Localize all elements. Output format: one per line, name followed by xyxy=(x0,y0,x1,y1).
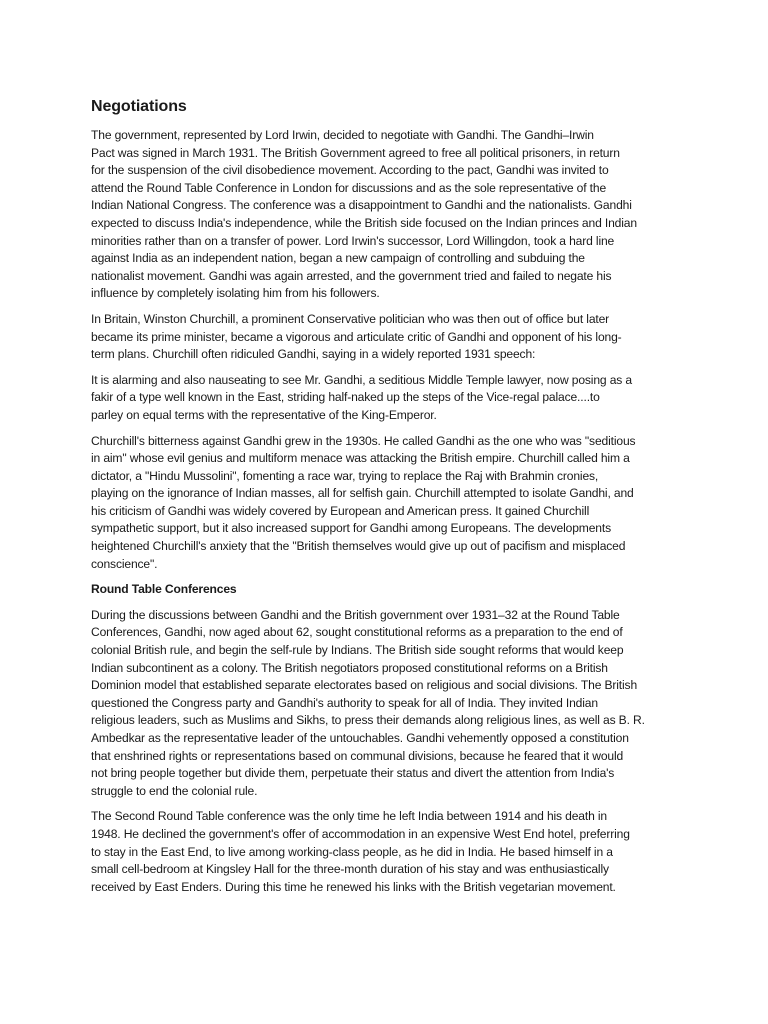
text-line: against India as an independent nation, began a new campaign of controlling and subduing the xyxy=(91,251,585,266)
paragraph xyxy=(91,311,677,364)
text-line: term plans. Churchill often ridiculed Gandhi, saying in a widely reported 1931 speech: xyxy=(91,347,536,362)
section-title: Negotiations xyxy=(91,98,187,115)
paragraph xyxy=(91,127,677,303)
text-line: Pact was signed in March 1931. The British Government agreed to free all political prisoners, in return xyxy=(91,145,620,160)
text-line: dictator, a "Hindu Mussolini", fomenting a race war, trying to replace the Raj with Brahmin cronies, xyxy=(91,468,599,483)
text-line: colonial British rule, and begin the self-rule by Indians. The British side sought reforms that would keep xyxy=(91,643,624,658)
paragraph xyxy=(91,372,677,425)
text-line: It is alarming and also nauseating to see Mr. Gandhi, a seditious Middle Temple lawyer, now posing as a xyxy=(91,372,632,387)
text-line: Indian National Congress. The conference was a disappointment to Gandhi and the nationalists. Gandhi xyxy=(91,198,632,213)
text-line: influence by completely isolating him from his followers. xyxy=(91,286,380,301)
paragraph xyxy=(91,607,677,801)
text-line: struggle to end the colonial rule. xyxy=(91,783,258,798)
text-line: The government, represented by Lord Irwin, decided to negotiate with Gandhi. The Gandhi–Irwin xyxy=(91,128,594,142)
section-round-table-body xyxy=(91,607,677,897)
text-line: attend the Round Table Conference in London for discussions and as the sole representative of the xyxy=(91,180,607,195)
text-line: fakir of a type well known in the East, striding half-naked up the steps of the Vice-regal palace....to xyxy=(91,390,600,405)
text-line: The Second Round Table conference was the only time he left India between 1914 and his death in xyxy=(91,809,607,824)
text-line: nationalist movement. Gandhi was again arrested, and the government tried and failed to negate his xyxy=(91,268,612,283)
text-line: During the discussions between Gandhi and the British government over 1931–32 at the Round Table xyxy=(91,607,620,622)
text-line: heightened Churchill's anxiety that the "British themselves would give up out of pacifism and misplaced xyxy=(91,539,626,554)
subsection-title: Round Table Conferences xyxy=(91,582,237,597)
text-line: Dominion model that established separate electorates based on religious and social divisions. The British xyxy=(91,678,638,693)
text-line: Indian subcontinent as a colony. The British negotiators proposed constitutional reforms on a British xyxy=(91,660,608,675)
text-line: Churchill's bitterness against Gandhi grew in the 1930s. He called Gandhi as the one who was "seditious xyxy=(91,433,636,448)
text-line: his criticism of Gandhi was widely covered by European and American press. It gained Churchill xyxy=(91,503,590,518)
section-negotiations-body xyxy=(91,127,677,573)
text-line: to stay in the East End, to live among working-class people, as he did in India. He based himself in a xyxy=(91,844,613,859)
paragraph xyxy=(91,433,677,574)
text-line: In Britain, Winston Churchill, a prominent Conservative politician who was then out of office but later xyxy=(91,311,610,326)
text-line: in aim" whose evil genius and multiform menace was attacking the British empire. Churchill called him a xyxy=(91,451,630,466)
text-line: small cell-bedroom at Kingsley Hall for the three-month duration of his stay and was enthusiastically xyxy=(91,862,609,877)
text-line: playing on the ignorance of Indian masses, all for selfish gain. Churchill attempted to isolate Gandhi, and xyxy=(91,486,634,501)
document-page xyxy=(91,96,677,904)
text-line: that enshrined rights or representations based on communal divisions, because he feared that it would xyxy=(91,748,624,763)
text-line: Conferences, Gandhi, now aged about 62, sought constitutional reforms as a preparation to the end of xyxy=(91,625,623,640)
text-line: parley on equal terms with the representative of the King-Emperor. xyxy=(91,407,437,422)
text-line: for the suspension of the civil disobedience movement. According to the pact, Gandhi was invited to xyxy=(91,163,609,178)
text-line: questioned the Congress party and Gandhi's authority to speak for all of India. They invited Indian xyxy=(91,695,598,710)
text-line: Ambedkar as the representative leader of the untouchables. Gandhi vehemently opposed a constitution xyxy=(91,731,629,745)
text-line: expected to discuss India's independence, while the British side focused on the Indian princes and Indian xyxy=(91,215,637,230)
text-line: became its prime minister, became a vigorous and articulate critic of Gandhi and opponent of his long- xyxy=(91,329,622,344)
paragraph xyxy=(91,808,677,896)
text-line: not bring people together but divide them, perpetuate their status and divert the attention from India's xyxy=(91,766,615,781)
text-line: religious leaders, such as Muslims and Sikhs, to press their demands along religious lines, as well as B. R. xyxy=(91,713,645,728)
text-line: sympathetic support, but it also increased support for Gandhi among Europeans. The developments xyxy=(91,521,611,536)
text-line: conscience". xyxy=(91,556,158,571)
text-line: 1948. He declined the government's offer of accommodation in an expensive West End hotel, preferring xyxy=(91,826,630,841)
text-line: minorities rather than on a transfer of power. Lord Irwin's successor, Lord Willingdon, took a hard line xyxy=(91,233,615,248)
text-line: received by East Enders. During this time he renewed his links with the British vegetarian movement. xyxy=(91,879,616,894)
